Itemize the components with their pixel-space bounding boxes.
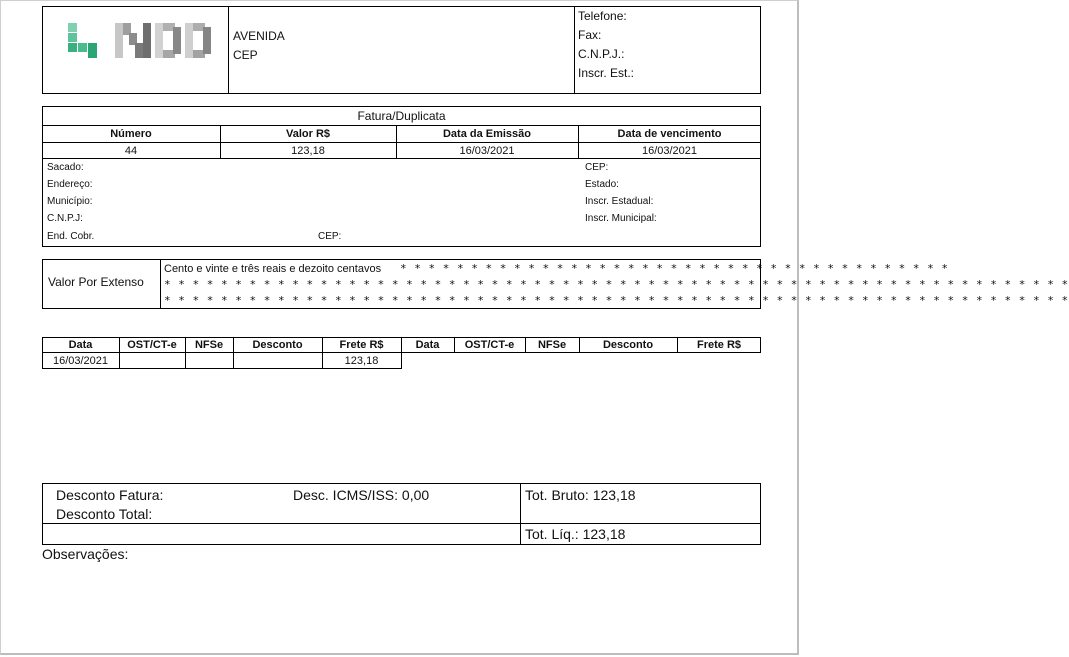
- municipio-label: Município:: [47, 196, 93, 207]
- extenso-stars-1: * * * * * * * * * * * * * * * * * * * * * * * * * * * * * * * * * * * * * * *: [400, 262, 949, 275]
- cobr-cep-label: CEP:: [318, 231, 342, 242]
- row-data: 16/03/2021: [52, 355, 109, 367]
- th-ost-2: OST/CT-e: [464, 339, 515, 351]
- desconto-total: Desconto Total:: [56, 506, 153, 522]
- address-line2: CEP: [233, 48, 258, 62]
- end-cobr-label: End. Cobr.: [47, 231, 95, 242]
- company-logo: [67, 21, 217, 61]
- extenso-stars-2: * * * * * * * * * * * * * * * * * * * * * * * * * * * * * * * * * * * * * * * * * * * * * * * * * * * * * * * * * * * * * * * *: [164, 278, 1069, 291]
- inscr-municipal-label: Inscr. Municipal:: [585, 213, 657, 224]
- th-desconto-2: Desconto: [602, 339, 654, 351]
- desc-icms: Desc. ICMS/ISS: 0,00: [293, 487, 430, 503]
- contact-inscr-est: Inscr. Est.:: [578, 66, 635, 80]
- estado-label: Estado:: [585, 179, 619, 190]
- desconto-fatura: Desconto Fatura:: [56, 487, 164, 503]
- col-valor: Valor R$: [285, 128, 331, 140]
- extenso-label: Valor Por Extenso: [48, 275, 144, 289]
- observacoes-label: Observações:: [42, 546, 129, 562]
- extenso-text: Cento e vinte e três reais e dezoito centavos: [164, 263, 382, 275]
- address-line1: AVENIDA: [233, 29, 285, 43]
- row-frete: 123,18: [344, 355, 379, 367]
- col-emissao: Data da Emissão: [442, 128, 532, 140]
- tot-bruto: Tot. Bruto: 123,18: [525, 487, 636, 503]
- th-desconto-1: Desconto: [252, 339, 303, 351]
- th-frete-1: Frete R$: [339, 339, 384, 351]
- endereco-label: Endereço:: [47, 179, 93, 190]
- th-data-1: Data: [68, 339, 93, 351]
- th-nfse-2: NFSe: [537, 339, 567, 351]
- contact-fax: Fax:: [578, 28, 602, 42]
- contact-cnpj: C.N.P.J.:: [578, 47, 625, 61]
- th-ost-1: OST/CT-e: [127, 339, 177, 351]
- emissao-value: 16/03/2021: [459, 145, 515, 157]
- th-frete-2: Frete R$: [696, 339, 742, 351]
- vencimento-value: 16/03/2021: [641, 145, 698, 157]
- tot-liq: Tot. Líq.: 123,18: [525, 526, 626, 542]
- col-numero: Número: [110, 128, 152, 140]
- contact-telefone: Telefone:: [578, 9, 627, 23]
- invoice-title: Fatura/Duplicata: [357, 109, 446, 123]
- extenso-stars-3: * * * * * * * * * * * * * * * * * * * * * * * * * * * * * * * * * * * * * * * * * * * * * * * * * * * * * * * * * * * * * * * *: [164, 294, 1069, 307]
- th-nfse-1: NFSe: [194, 339, 224, 351]
- col-vencimento: Data de vencimento: [617, 128, 722, 140]
- inscr-estadual-label: Inscr. Estadual:: [585, 196, 654, 207]
- sacado-label: Sacado:: [47, 162, 84, 173]
- th-data-2: Data: [415, 339, 440, 351]
- cnpj-label: C.N.P.J:: [47, 213, 83, 224]
- numero-value: 44: [124, 145, 138, 157]
- valor-value: 123,18: [291, 145, 325, 157]
- sacado-cep-label: CEP:: [585, 162, 609, 173]
